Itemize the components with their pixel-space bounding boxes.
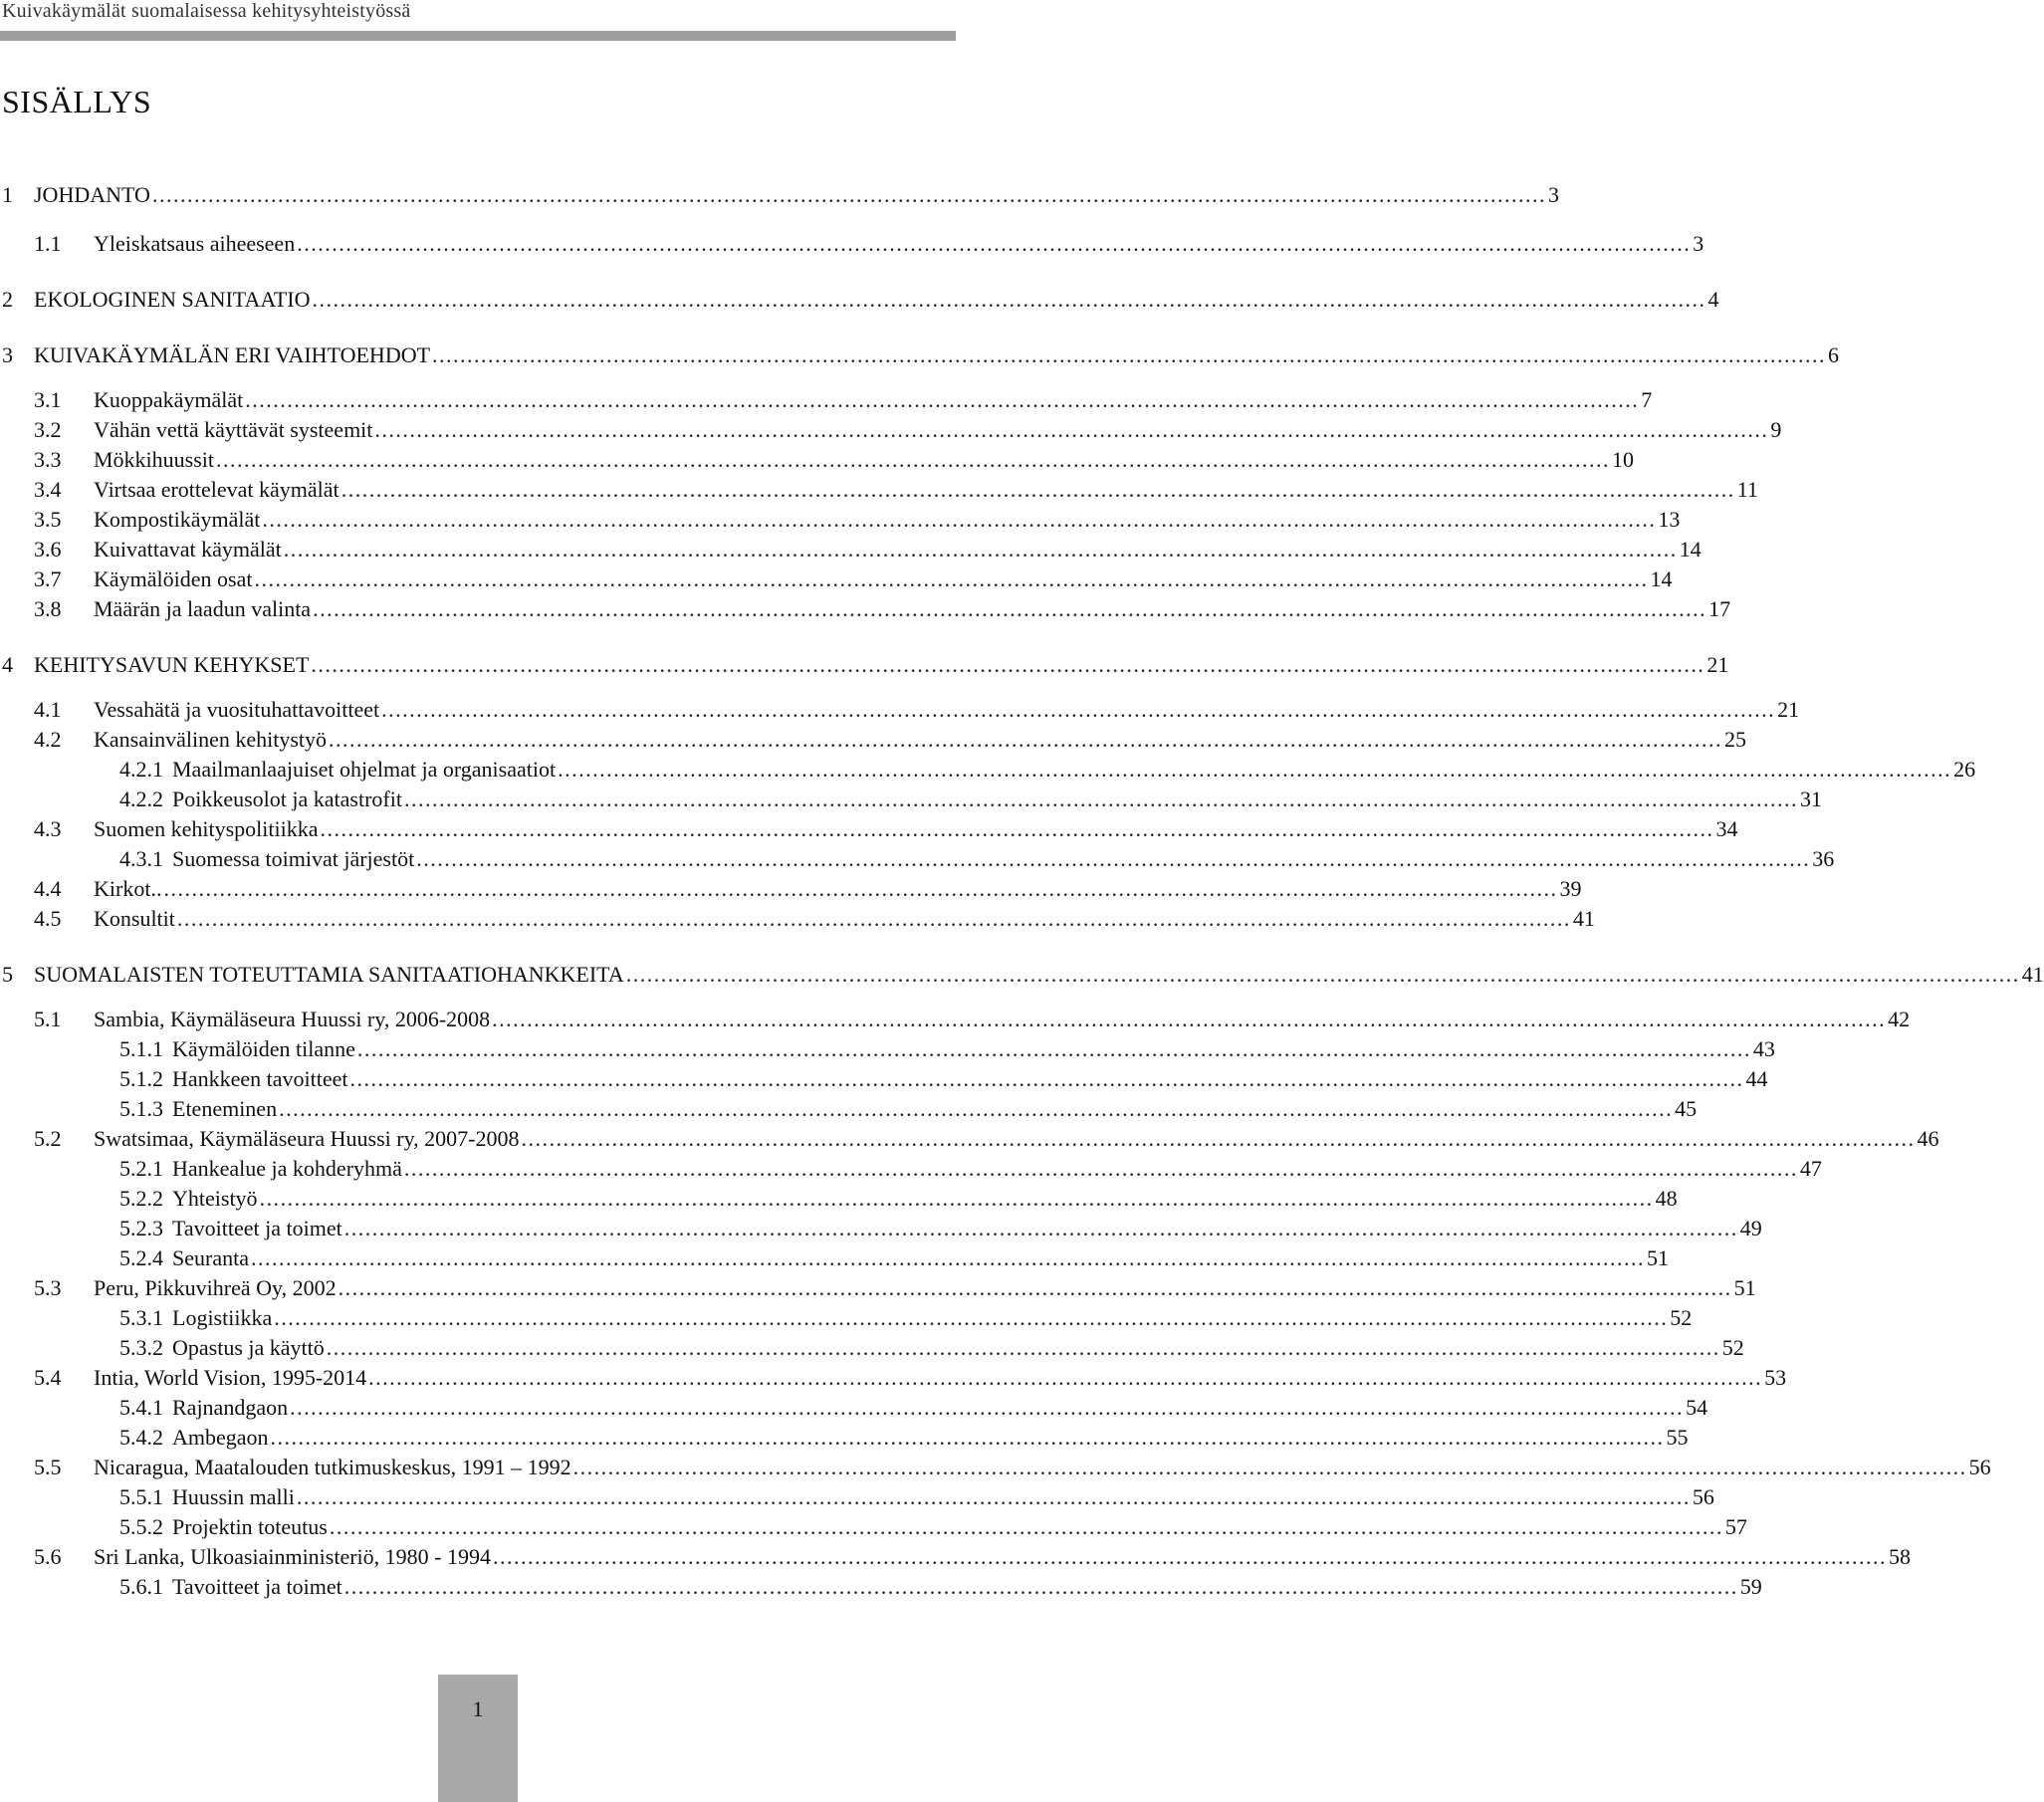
toc-entry[interactable]	[0, 905, 1595, 935]
toc-entry-number: 5.3.1	[119, 1305, 163, 1330]
toc-entry-label: Suomen kehityspolitiikka	[94, 816, 319, 841]
toc-entry[interactable]	[0, 1155, 1822, 1185]
toc-dot-leader: ........................................................................................................................................................................................................	[176, 906, 1571, 931]
toc-entry-number: 5.1.1	[119, 1036, 163, 1061]
toc-entry[interactable]	[0, 476, 1758, 506]
toc-dot-leader: ........................................................................................................................................................................................................	[313, 596, 1707, 621]
toc-entry-number: 5.2.3	[119, 1216, 163, 1240]
toc-entry[interactable]	[0, 1095, 1698, 1125]
toc-dot-leader: ........................................................................................................................................................................................................	[356, 1036, 1751, 1061]
toc-entry-number: 5.1	[34, 1007, 62, 1031]
toc-entry-page: 7	[1641, 387, 1653, 412]
toc-entry-page: 43	[1752, 1036, 1775, 1061]
toc-dot-leader: ........................................................................................................................................................................................................	[259, 1186, 1654, 1211]
toc-entry-number: 4.3.1	[119, 846, 163, 871]
toc-dot-leader: ........................................................................................................................................................................................................	[290, 1395, 1685, 1420]
toc-entry-label: Sri Lanka, Ulkoasiainministeriö, 1980 - 1994	[94, 1544, 491, 1569]
toc-entry-number: 3.6	[34, 537, 62, 562]
toc-entry-page: 57	[1724, 1514, 1747, 1539]
toc-entry-page: 3	[1693, 231, 1704, 256]
toc-entry-number: 5.3	[34, 1275, 62, 1300]
toc-entry-label: Virtsaa erottelevat käymälät	[94, 477, 340, 502]
toc-dot-leader: ........................................................................................................................................................................................................	[572, 1455, 1967, 1479]
toc-entry-number: 2	[2, 287, 13, 312]
toc-entry-label: Rajnandgaon	[172, 1395, 289, 1420]
toc-entry[interactable]	[0, 1334, 1744, 1364]
toc-entry[interactable]	[0, 961, 2044, 991]
toc-dot-leader: ........................................................................................................................................................................................................	[343, 1574, 1738, 1599]
toc-entry-page: 41	[1572, 906, 1595, 931]
toc-entry-label: Maailmanlaajuiset ohjelmat ja organisaatiot	[172, 757, 557, 782]
toc-entry-label: Intia, World Vision, 1995-2014	[94, 1365, 367, 1390]
toc-entry-number: 5.2.1	[119, 1156, 163, 1181]
toc-dot-leader: ........................................................................................................................................................................................................	[320, 816, 1714, 841]
toc-dot-leader: ........................................................................................................................................................................................................	[163, 876, 1558, 901]
toc-entry-label: Tavoitteet ja toimet	[172, 1574, 342, 1599]
toc-entry-label: Kirkot..	[94, 876, 162, 901]
toc-entry-page: 59	[1739, 1574, 1762, 1599]
toc-entry-label: Konsultit	[94, 906, 175, 931]
toc-dot-leader: ........................................................................................................................................................................................................	[341, 477, 1735, 502]
toc-entry-number: 5.5	[34, 1455, 62, 1479]
toc-entry-label: Suomessa toimivat järjestöt	[172, 846, 415, 871]
toc-entry-label: Huussin malli	[172, 1484, 295, 1509]
toc-entry-page: 21	[1777, 697, 1800, 722]
toc-entry-page: 17	[1708, 596, 1731, 621]
toc-dot-leader: ........................................................................................................................................................................................................	[216, 447, 1611, 472]
toc-entry-page: 3	[1547, 182, 1559, 207]
toc-title: SISÄLLYS	[2, 84, 152, 119]
toc-entry-page: 14	[1679, 537, 1702, 562]
toc-dot-leader: ........................................................................................................................................................................................................	[151, 182, 1546, 207]
toc-entry-label: Vähän vettä käyttävät systeemit	[94, 417, 373, 442]
toc-dot-leader: ........................................................................................................................................................................................................	[311, 652, 1705, 677]
toc-dot-leader: ........................................................................................................................................................................................................	[338, 1275, 1732, 1300]
page-number-box	[438, 1675, 518, 1802]
toc-entry-number: 3.4	[34, 477, 62, 502]
toc-entry-number: 5.1.3	[119, 1096, 163, 1121]
toc-entry-page: 39	[1559, 876, 1582, 901]
toc-entry-page: 34	[1715, 816, 1738, 841]
toc-entry-page: 45	[1675, 1096, 1698, 1121]
toc-entry[interactable]	[0, 386, 1653, 416]
toc-dot-leader: ........................................................................................................................................................................................................	[326, 1335, 1720, 1360]
toc-entry-page: 42	[1888, 1007, 1911, 1031]
toc-dot-leader: ........................................................................................................................................................................................................	[274, 1305, 1669, 1330]
toc-entry[interactable]	[0, 1483, 1714, 1513]
toc-entry-number: 1	[2, 182, 13, 207]
toc-entry-label: Ambegaon	[172, 1425, 269, 1450]
toc-entry-page: 49	[1739, 1216, 1762, 1240]
toc-entry[interactable]	[0, 845, 1835, 875]
running-header	[0, 0, 956, 42]
toc-entry-label: Opastus ja käyttö	[172, 1335, 325, 1360]
toc-entry-page: 51	[1733, 1275, 1756, 1300]
toc-entry-label: KUIVAKÄYMÄLÄN ERI VAIHTOEHDOT	[34, 342, 431, 367]
toc-entry[interactable]	[0, 536, 1702, 565]
toc-entry[interactable]	[0, 1244, 1669, 1274]
toc-entry-label: Seuranta	[172, 1245, 249, 1270]
toc-entry[interactable]	[0, 1424, 1689, 1454]
toc-entry-label: Hankealue ja kohderyhmä	[172, 1156, 402, 1181]
toc-entry-page: 47	[1799, 1156, 1822, 1181]
toc-entry-page: 58	[1889, 1544, 1911, 1569]
page-number: 1	[472, 1696, 484, 1721]
toc-entry-number: 4.2.2	[119, 787, 163, 811]
toc-dot-leader: ........................................................................................................................................................................................................	[245, 387, 1640, 412]
toc-entry[interactable]	[0, 1304, 1693, 1334]
toc-entry-number: 3.1	[34, 387, 62, 412]
toc-dot-leader: ........................................................................................................................................................................................................	[349, 1066, 1744, 1091]
toc-dot-leader: ........................................................................................................................................................................................................	[312, 287, 1706, 312]
toc-entry[interactable]	[0, 786, 1822, 815]
toc-dot-leader: ........................................................................................................................................................................................................	[403, 1156, 1798, 1181]
toc-entry[interactable]	[0, 1394, 1708, 1424]
header-rule	[0, 31, 956, 41]
toc-entry-page: 6	[1828, 342, 1840, 367]
toc-entry-page: 4	[1707, 287, 1719, 312]
toc-entry[interactable]	[0, 651, 1729, 681]
toc-dot-leader: ........................................................................................................................................................................................................	[296, 1484, 1691, 1509]
toc-entry-page: 14	[1650, 566, 1673, 591]
toc-entry-page: 56	[1968, 1455, 1991, 1479]
toc-entry-label: Käymälöiden tilanne	[172, 1036, 355, 1061]
toc-entry-page: 52	[1670, 1305, 1693, 1330]
toc-entry-number: 3	[2, 342, 13, 367]
toc-entry-label: KEHITYSAVUN KEHYKSET	[34, 652, 310, 677]
toc-entry[interactable]	[0, 1573, 1762, 1603]
toc-entry-label: Määrän ja laadun valinta	[94, 596, 312, 621]
toc-dot-leader: ........................................................................................................................................................................................................	[493, 1544, 1887, 1569]
toc-entry-number: 4.5	[34, 906, 62, 931]
toc-dot-leader: ........................................................................................................................................................................................................	[374, 417, 1769, 442]
toc-entry-label: Mökkihuussit	[94, 447, 215, 472]
toc-entry-page: 52	[1721, 1335, 1744, 1360]
toc-entry[interactable]	[0, 595, 1731, 625]
toc-dot-leader: ........................................................................................................................................................................................................	[432, 342, 1827, 367]
toc-entry-label: Kuivattavat käymälät	[94, 537, 282, 562]
toc-entry-page: 25	[1724, 727, 1747, 752]
toc-entry-label: Yhteistyö	[172, 1186, 258, 1211]
toc-entry-number: 4.2.1	[119, 757, 163, 782]
toc-entry-number: 3.3	[34, 447, 62, 472]
toc-entry-label: Käymälöiden osat	[94, 566, 253, 591]
toc-entry-label: SUOMALAISTEN TOTEUTTAMIA SANITAATIOHANKKEITA	[34, 962, 624, 987]
toc-entry[interactable]	[0, 506, 1681, 536]
toc-entry-page: 55	[1666, 1425, 1689, 1450]
toc-entry[interactable]	[0, 696, 1800, 726]
toc-dot-leader: ........................................................................................................................................................................................................	[368, 1365, 1763, 1390]
toc-entry-page: 54	[1686, 1395, 1708, 1420]
toc-entry-number: 5.1.2	[119, 1066, 163, 1091]
toc-entry-label: Sambia, Käymäläseura Huussi ry, 2006-2008	[94, 1007, 491, 1031]
toc-entry-number: 5.5.1	[119, 1484, 163, 1509]
toc-dot-leader: ........................................................................................................................................................................................................	[416, 846, 1811, 871]
toc-entry-label: EKOLOGINEN SANITAATIO	[34, 287, 311, 312]
toc-entry[interactable]	[0, 230, 1704, 260]
toc-entry-number: 5	[2, 962, 13, 987]
toc-dot-leader: ........................................................................................................................................................................................................	[283, 537, 1678, 562]
toc-entry[interactable]	[0, 1274, 1756, 1304]
toc-entry-label: Logistiikka	[172, 1305, 273, 1330]
toc-entry-label: Poikkeusolot ja katastrofit	[172, 787, 402, 811]
toc-entry-number: 5.4.1	[119, 1395, 163, 1420]
toc-entry-label: JOHDANTO	[34, 182, 150, 207]
toc-dot-leader: ........................................................................................................................................................................................................	[521, 1126, 1916, 1151]
toc-entry-page: 13	[1658, 507, 1681, 532]
toc-entry[interactable]	[0, 181, 1559, 211]
toc-entry-label: Yleiskatsaus aiheeseen	[94, 231, 296, 256]
running-header-title: Kuivakäymälät suomalaisessa kehitysyhteistyössä	[2, 0, 411, 22]
toc-entry-number: 5.4	[34, 1365, 62, 1390]
toc-entry-number: 5.6.1	[119, 1574, 163, 1599]
toc-entry-page: 48	[1655, 1186, 1678, 1211]
toc-entry-label: Projektin toteutus	[172, 1514, 328, 1539]
toc-dot-leader: ........................................................................................................................................................................................................	[343, 1216, 1738, 1240]
toc-dot-leader: ........................................................................................................................................................................................................	[381, 697, 1776, 722]
toc-entry[interactable]	[0, 875, 1582, 905]
toc-entry-number: 4.4	[34, 876, 62, 901]
toc-entry[interactable]	[0, 1125, 1939, 1155]
toc-entry-number: 5.2	[34, 1126, 62, 1151]
toc-dot-leader: ........................................................................................................................................................................................................	[625, 962, 2020, 987]
toc-entry-number: 5.3.2	[119, 1335, 163, 1360]
toc-entry-label: Swatsimaa, Käymäläseura Huussi ry, 2007-2008	[94, 1126, 520, 1151]
toc-entry-page: 53	[1764, 1365, 1787, 1390]
toc-entry[interactable]	[0, 1543, 1911, 1573]
toc-entry-label: Kompostikäymälät	[94, 507, 261, 532]
toc-entry-page: 56	[1692, 1484, 1714, 1509]
toc-dot-leader: ........................................................................................................................................................................................................	[270, 1425, 1665, 1450]
toc-dot-leader: ........................................................................................................................................................................................................	[558, 757, 1952, 782]
toc-entry[interactable]	[0, 1035, 1775, 1065]
toc-entry-label: Kansainvälinen kehitystyö	[94, 727, 328, 752]
toc-entry[interactable]	[0, 1215, 1762, 1244]
toc-entry-page: 26	[1953, 757, 1976, 782]
toc-entry-number: 4.1	[34, 697, 62, 722]
toc-entry[interactable]	[0, 341, 1840, 371]
toc-entry-number: 5.4.2	[119, 1425, 163, 1450]
toc-entry[interactable]	[0, 1454, 1991, 1483]
toc-dot-leader: ........................................................................................................................................................................................................	[262, 507, 1657, 532]
toc-entry[interactable]	[0, 286, 1719, 316]
toc-entry-number: 3.2	[34, 417, 62, 442]
toc-entry-page: 46	[1917, 1126, 1939, 1151]
toc-entry-page: 36	[1812, 846, 1835, 871]
toc-entry-label: Tavoitteet ja toimet	[172, 1216, 342, 1240]
toc-entry[interactable]	[0, 565, 1673, 595]
toc-entry-number: 4.3	[34, 816, 62, 841]
toc-dot-leader: ........................................................................................................................................................................................................	[403, 787, 1798, 811]
toc-entry-number: 5.2.4	[119, 1245, 163, 1270]
toc-dot-leader: ........................................................................................................................................................................................................	[492, 1007, 1887, 1031]
toc-entry[interactable]	[0, 1185, 1678, 1215]
toc-entry[interactable]	[0, 1006, 1911, 1035]
toc-entry[interactable]	[0, 1513, 1747, 1543]
toc-entry[interactable]	[0, 416, 1782, 446]
toc-entry-number: 3.8	[34, 596, 62, 621]
toc-entry-number: 5.2.2	[119, 1186, 163, 1211]
toc-dot-leader: ........................................................................................................................................................................................................	[254, 566, 1649, 591]
toc-entry-label: Kuoppakäymälät	[94, 387, 244, 412]
toc-entry-page: 31	[1799, 787, 1822, 811]
toc-entry[interactable]	[0, 1364, 1787, 1394]
toc-entry-page: 9	[1770, 417, 1782, 442]
toc-entry-number: 3.7	[34, 566, 62, 591]
toc-entry-number: 5.5.2	[119, 1514, 163, 1539]
toc-dot-leader: ........................................................................................................................................................................................................	[297, 231, 1692, 256]
toc-entry-label: Eteneminen	[172, 1096, 278, 1121]
toc-entry-number: 5.6	[34, 1544, 62, 1569]
toc-entry-label: Nicaragua, Maatalouden tutkimuskeskus, 1991 – 1992	[94, 1455, 571, 1479]
toc-dot-leader: ........................................................................................................................................................................................................	[329, 727, 1723, 752]
toc-entry[interactable]	[0, 446, 1635, 476]
toc-entry-number: 4	[2, 652, 13, 677]
toc-entry[interactable]	[0, 726, 1747, 756]
toc-entry-page: 10	[1612, 447, 1635, 472]
toc-entry[interactable]	[0, 1065, 1768, 1095]
toc-entry[interactable]	[0, 815, 1738, 845]
toc-dot-leader: ........................................................................................................................................................................................................	[329, 1514, 1723, 1539]
toc-entry-page: 11	[1736, 477, 1758, 502]
toc-entry-number: 3.5	[34, 507, 62, 532]
toc-entry-number: 4.2	[34, 727, 62, 752]
toc-entry-page: 44	[1745, 1066, 1768, 1091]
toc-dot-leader: ........................................................................................................................................................................................................	[279, 1096, 1674, 1121]
toc-entry-label: Vessahätä ja vuosituhattavoitteet	[94, 697, 380, 722]
toc-entry-label: Hankkeen tavoitteet	[172, 1066, 348, 1091]
toc-entry-number: 1.1	[34, 231, 62, 256]
toc-dot-leader: ........................................................................................................................................................................................................	[250, 1245, 1645, 1270]
toc-entry-page: 41	[2021, 962, 2044, 987]
toc-entry[interactable]	[0, 756, 1976, 786]
toc-entry-label: Peru, Pikkuvihreä Oy, 2002	[94, 1275, 337, 1300]
toc-entry-page: 51	[1646, 1245, 1669, 1270]
toc-entry-page: 21	[1706, 652, 1729, 677]
